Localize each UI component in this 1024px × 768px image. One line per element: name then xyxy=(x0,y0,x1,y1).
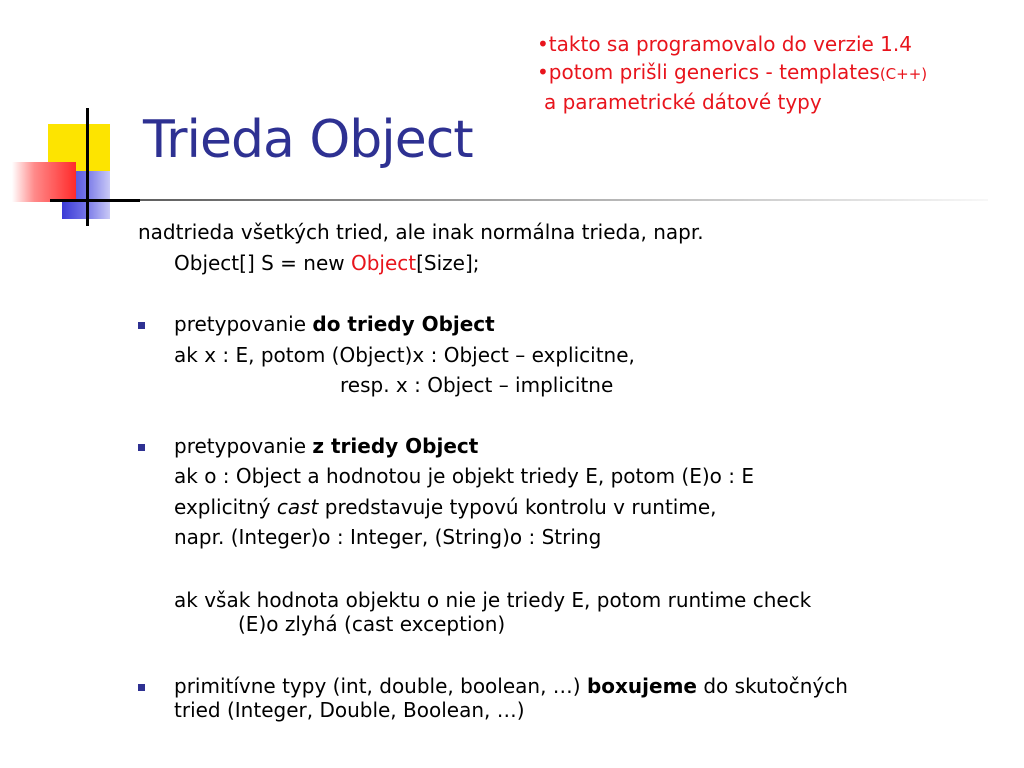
bullet-1-bold: do triedy Object xyxy=(312,312,495,336)
bullet-3-bold: boxujeme xyxy=(586,674,697,698)
bullet-2-line-6: (E)o zlyhá (cast exception) xyxy=(238,612,506,636)
bullet-2-line-3-before: explicitný xyxy=(174,495,277,519)
bullet-1-heading xyxy=(174,312,495,336)
intro-code-red: Object xyxy=(350,251,417,275)
note-line-2-text: •potom prišli generics - templates xyxy=(537,60,880,84)
bullet-2-line-2: ak o : Object a hodnotou je objekt triedy E, potom (E)o : E xyxy=(174,464,754,488)
bullet-3-tail: do skutočných xyxy=(697,674,848,698)
bullet-3-line-1 xyxy=(174,674,848,698)
bullet-3-marker xyxy=(138,684,145,691)
bullet-3-lead: primitívne typy (int, double, boolean, …) xyxy=(174,674,587,698)
logo-horizontal-line xyxy=(50,199,140,202)
note-line-2-small: (C++) xyxy=(879,65,928,83)
title-underline xyxy=(88,199,988,201)
intro-code-before: Object[] S = new xyxy=(174,251,351,275)
intro-code-after: [Size]; xyxy=(416,251,480,275)
bullet-1-marker xyxy=(138,322,145,329)
bullet-2-line-4: napr. (Integer)o : Integer, (String)o : String xyxy=(174,525,602,549)
bullet-2-bold: z triedy Object xyxy=(312,434,479,458)
bullet-2-lead: pretypovanie xyxy=(174,434,313,458)
note-line-3: a parametrické dátové typy xyxy=(544,90,822,114)
bullet-2-line-3-italic: cast xyxy=(276,495,319,519)
bullet-2-heading xyxy=(174,434,478,458)
bullet-1-line-2: ak x : E, potom (Object)x : Object – explicitne, xyxy=(174,343,635,367)
bullet-3-line-2: tried (Integer, Double, Boolean, …) xyxy=(174,698,525,722)
bullet-1-lead: pretypovanie xyxy=(174,312,313,336)
intro-line: nadtrieda všetkých tried, ale inak normálna trieda, napr. xyxy=(138,220,704,244)
slide-title: Trieda Object xyxy=(143,110,473,170)
note-line-2 xyxy=(537,58,927,88)
bullet-2-line-3-after: predstavuje typovú kontrolu v runtime, xyxy=(318,495,717,519)
bullet-2-marker xyxy=(138,444,145,451)
bullet-2-line-5: ak však hodnota objektu o nie je triedy E, potom runtime check xyxy=(174,588,812,612)
bullet-2-line-3 xyxy=(174,495,717,519)
logo-vertical-line xyxy=(86,108,89,226)
logo-red-square xyxy=(12,162,76,202)
note-line-1: •takto sa programovalo do verzie 1.4 xyxy=(537,32,912,56)
bullet-1-line-3: resp. x : Object – implicitne xyxy=(340,373,614,397)
note-box xyxy=(537,30,927,116)
intro-code-line xyxy=(174,251,480,275)
